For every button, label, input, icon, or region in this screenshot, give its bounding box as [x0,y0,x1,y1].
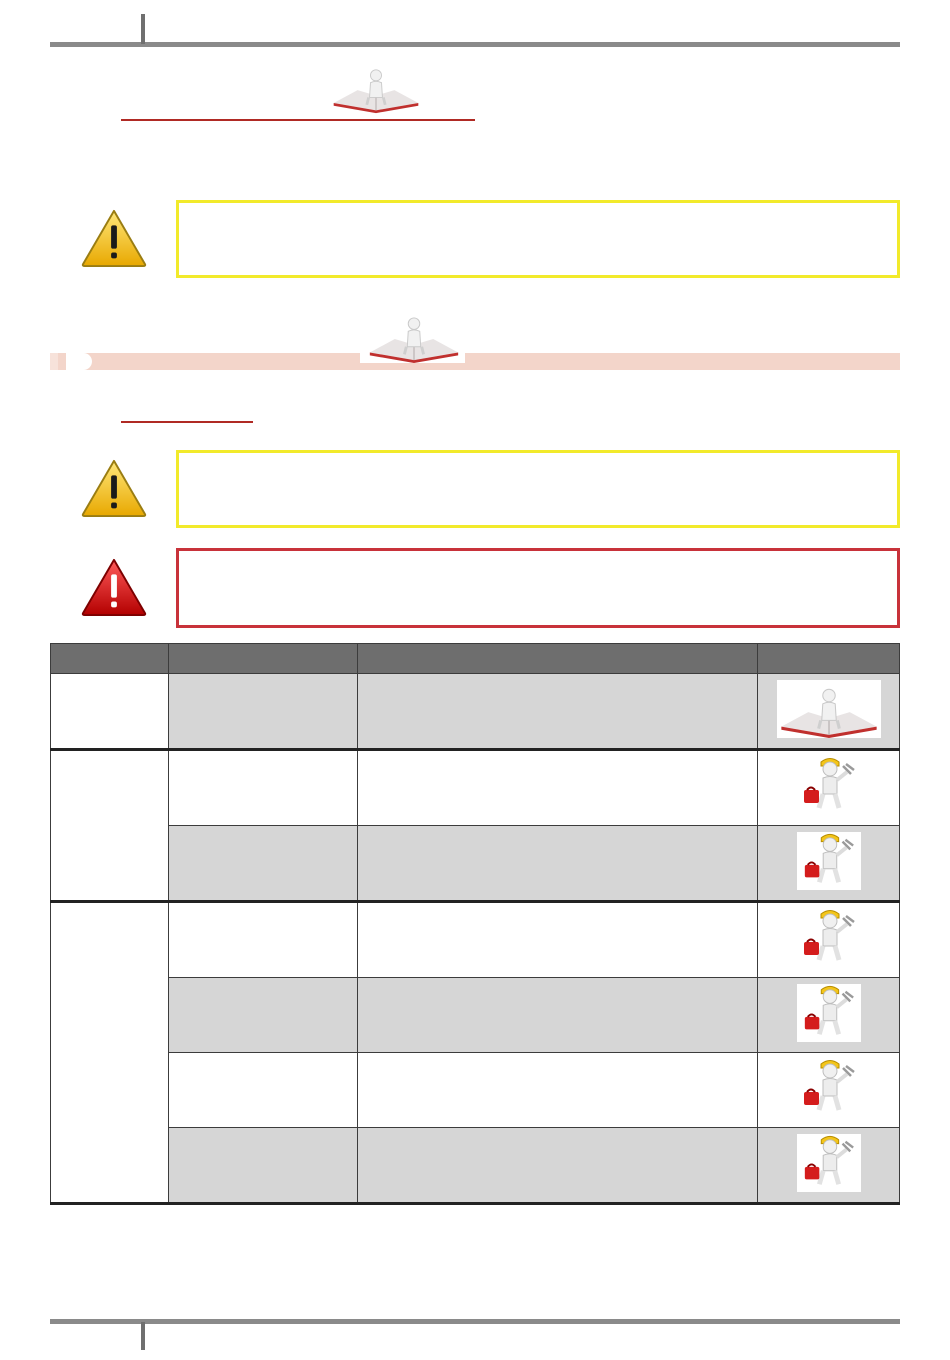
table-header-cell [169,644,358,674]
table-row [51,1128,900,1204]
section-banner [50,353,900,370]
mechanic-toolbox-icon [798,1134,860,1192]
manual-book-icon [330,68,422,114]
table-group-cell [51,902,169,1204]
table-icon-cell [758,978,900,1053]
table-row [51,902,900,978]
table-row [51,674,900,750]
mechanic-toolbox-icon [798,984,860,1042]
table-icon-cell [758,826,900,902]
mechanic-toolbox-icon [798,1058,860,1118]
maintenance-table [50,643,900,1205]
table-row [51,978,900,1053]
table-group-cell [51,674,169,750]
header-tick [141,14,145,44]
mechanic-toolbox-icon [798,756,860,816]
table-row [51,826,900,902]
danger-triangle-icon [80,557,148,617]
table-cell [358,902,758,978]
table-cell [358,674,758,750]
table-cell [169,1053,358,1128]
danger-callout-box [176,548,900,628]
mechanic-toolbox-icon [798,908,860,968]
table-header-cell [51,644,169,674]
table-icon-cell [758,674,900,750]
table-cell [169,978,358,1053]
table-group-cell [51,750,169,902]
table-icon-cell [758,750,900,826]
table-icon-cell [758,1053,900,1128]
mechanic-toolbox-icon [798,832,860,890]
table-cell [169,1128,358,1204]
table-cell [358,1128,758,1204]
subheading-underline [121,421,253,423]
footer-rule [50,1319,900,1324]
manual-book-icon [364,316,464,364]
table-row [51,1053,900,1128]
warning-callout-box [176,200,900,278]
table-row [51,750,900,826]
heading-underline [121,119,475,121]
table-icon-cell [758,1128,900,1204]
manual-book-icon [777,680,881,738]
table-cell [358,826,758,902]
table-icon-cell [758,902,900,978]
table-cell [358,978,758,1053]
table-header-cell [358,644,758,674]
table-cell [169,902,358,978]
section-banner-mark [50,353,58,370]
table-cell [358,750,758,826]
table-cell [358,1053,758,1128]
warning-triangle-icon [80,458,148,518]
table-header-row [51,644,900,674]
header-rule [50,42,900,47]
section-banner-number-slot [66,353,92,370]
warning-callout-box [176,450,900,528]
table-header-cell [758,644,900,674]
table-cell [169,674,358,750]
warning-triangle-icon [80,208,148,268]
table-cell [169,750,358,826]
footer-tick [141,1322,145,1350]
table-cell [169,826,358,902]
